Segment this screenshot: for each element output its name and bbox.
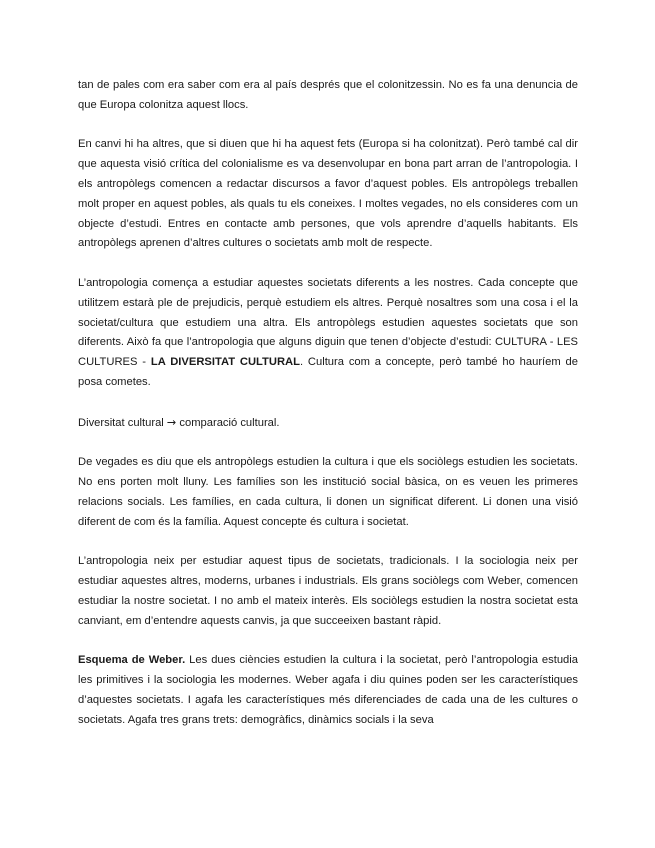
paragraph-text: Les dues ciències estudien la cultura i la societat, però l’antropologia estudia les primitives i la sociologia les modernes. Weber agafa i diu quines poden ser les característiques d’aquestes societats. I agafa les característiques més diferenciades de cada una de les cultures o societats. Agafa tres grans trets: demogràfics, dinàmics socials i la seva — [78, 654, 578, 726]
paragraph-comparison — [78, 413, 578, 434]
emphasis-diversitat-cultural: LA DIVERSITAT CULTURAL — [150, 356, 300, 369]
paragraph-cultural-diversity — [78, 274, 578, 393]
paragraph-anthropology-critique: En canvi hi ha altres, que si diuen que hi ha aquest fets (Europa si ha colonitzat). Però també cal dir que aquesta visió crítica del colonialisme es va desenvolupar en bona part arran de l’antropologia. I els antropòlegs comencen a redactar discursos a favor d’aquest pobles. Els antropòlegs treballen molt proper en aquest pobles, als quals tu els coneixes. I moltes vegades, no els consideres com un objecte d’estudi. Entres en contacte amb persones, que vols aprendre d’aquells habitants. Els antropòlegs aprenen d’altres cultures o societats amb molt de respecte. — [78, 138, 578, 250]
paragraph-sociology-origin: L’antropologia neix per estudiar aquest tipus de societats, tradicionals. I la sociologia neix per estudiar aquestes altres, moderns, urbanes i industrials. Els grans sociòlegs com Weber, comencen estudiar la nostre societat. I no amb el mateix interès. Els sociòlegs estudien la nostra societat esta canviant, em d’entendre aquests canvis, ja que succeeixen bastant ràpid. — [78, 555, 578, 627]
paragraph-text: L’antropologia comença a estudiar aquestes societats diferents a les nostres. Cada concepte que utilitzem estarà ple de prejudicis, perquè estudiem els altres. Perquè nosaltres som una cosa i el la societat/cultura que estudiem una altra. Els antropòlegs estudien aquestes societats que son diferents. Això fa que l’antropologia que alguns diguin que tenen d’objecte d’estudi: CULTURA - LES CULTURES - — [78, 276, 578, 369]
paragraph-weber-scheme — [78, 651, 578, 730]
paragraph-text: Diversitat cultural — [78, 416, 167, 429]
paragraph-culture-society: De vegades es diu que els antropòlegs estudien la cultura i que els sociòlegs estudien les societats. No ens porten molt lluny. Les famílies son les institució social bàsica, on es veuen les primeres relacions socials. Les famílies, en cada cultura, li donen un significat diferent. Li donen una visió diferent de com és la família. Aquest concepte és cultura i societat. — [78, 456, 578, 528]
heading-esquema-weber: Esquema de Weber. — [78, 654, 186, 667]
arrow-right-icon: → — [166, 415, 177, 429]
paragraph-colonization: tan de pales com era saber com era al país després que el colonitzessin. No es fa una denuncia de que Europa colonitza aquest llocs. — [78, 79, 578, 111]
document-body — [78, 76, 578, 750]
paragraph-text: . Cultura com a concepte, però també ho hauríem de posa cometes. — [78, 356, 578, 388]
paragraph-text: comparació cultural. — [176, 416, 280, 429]
